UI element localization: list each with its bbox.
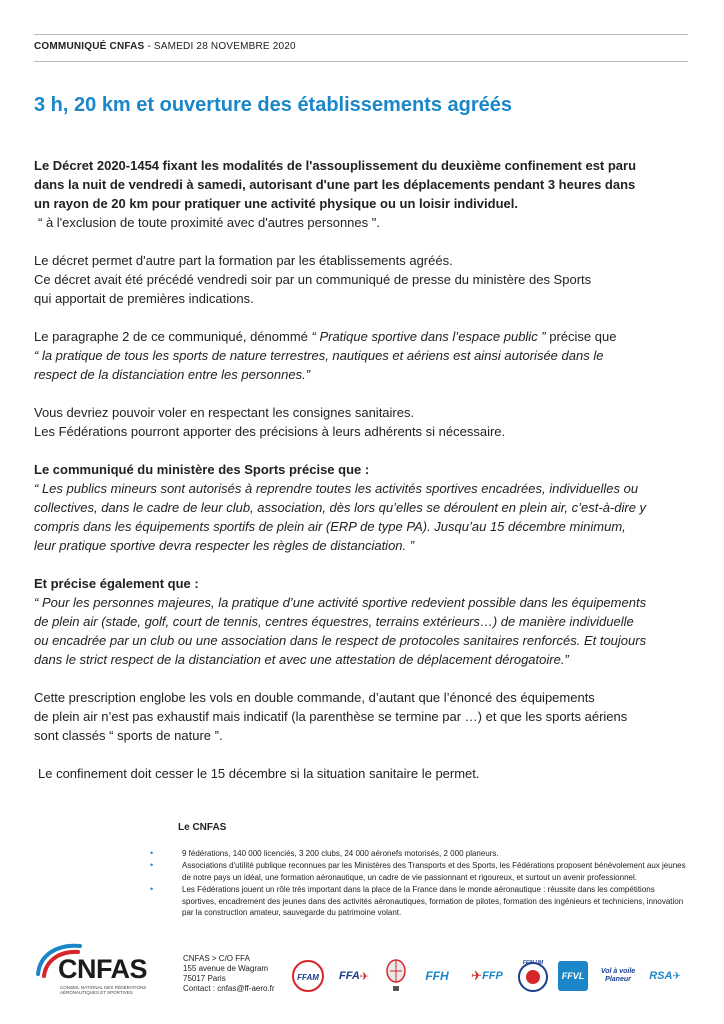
ffam-logo (290, 958, 326, 994)
planeur-logo (596, 958, 640, 994)
paragraph-majeures (34, 574, 694, 669)
paragraph-line: collectives, dans le cadre de leur club, association, dès lors qu’elles se déroulent en plein air, c’est-à-dire y (34, 500, 647, 515)
paragraph-ministere (34, 460, 694, 555)
paragraph-line: dans la nuit de vendredi à samedi, autorisant d'une part les déplacements pendant 3 heures dans (34, 177, 636, 192)
paragraph-line: un rayon de 20 km pour pratiquer une activité physique ou un loisir individuel. (34, 196, 518, 211)
footer-title: Le CNFAS (178, 822, 227, 833)
header-line (34, 41, 296, 52)
footer-bullet-text: Associations d'utilité publique reconnues par les Ministères des Transports et des Sports, les Fédérations proposent bénévolement aux jeunes de notre pays un idéal, une formation aéronautique, un cadre de vie passionnant et rigoureux, et surtout un avenir professionnel. (182, 861, 686, 882)
logo-subtitle (60, 985, 146, 995)
footer-bullet (150, 860, 690, 883)
header-rule-bottom (34, 61, 688, 62)
paragraph-line: respect de la distanciation entre les personnes.” (34, 367, 311, 382)
partner-logos (290, 958, 690, 994)
address-line: 155 avenue de Wagram (183, 964, 269, 973)
ffa-logo-text: FFA (339, 970, 360, 982)
paragraph-prescription (34, 688, 694, 745)
bullet-icon: • (150, 848, 154, 858)
cnfas-logo (34, 940, 168, 1010)
logo-subtitle-line: CONSEIL NATIONAL DES FÉDÉRATIONS (60, 985, 147, 990)
paragraph-voler (34, 403, 694, 441)
ffplum-logo (516, 958, 550, 994)
paragraph-line: leur pratique sportive devra respecter les règles de distanciation. ” (34, 538, 415, 553)
document-body (34, 156, 694, 783)
paragraph-line: Le Décret 2020-1454 fixant les modalités de l'assouplissement du deuxième confinement est paru (34, 158, 637, 173)
paragraph-heading: Le communiqué du ministère des Sports précise que : (34, 462, 370, 477)
bullet-icon: • (150, 860, 154, 871)
paragraph-line: sont classés “ sports de nature ”. (34, 728, 223, 743)
ffam-emblem-icon (291, 959, 325, 993)
address-email: Contact : cnfas@ff-aero.fr (183, 984, 275, 993)
footer-bullet-text: Les Fédérations jouent un rôle très important dans la place de la France dans le monde aéronautique : réussite dans les compétitions sportives, encadrement des jeunes dans des activités aéronautiques, formation de pilotes, formation des ingénieurs et techniciens, innovation par la construction amateur, sauvegarde du patrimoine volant. (182, 885, 684, 918)
bullet-icon: • (150, 884, 154, 895)
paragraph-line: Les Fédérations pourront apporter des précisions à leurs adhérents si nécessaire. (34, 424, 506, 439)
paragraph-heading: Et précise également que : (34, 576, 199, 591)
paragraph-line: dans le strict respect de la distanciation et avec une attestation de déplacement dérogatoire.” (34, 652, 569, 667)
header-rule-top (34, 34, 688, 35)
paragraph-decret (34, 156, 694, 232)
ffa-logo: FFA ✈ (339, 970, 369, 983)
paragraph-confinement: Le confinement doit cesser le 15 décembre si la situation sanitaire le permet. (38, 766, 480, 781)
logo-subtitle-line: AÉRONAUTIQUES ET SPORTIVES (60, 990, 133, 995)
paragraph-line: “ la pratique de tous les sports de nature terrestres, nautiques et aériens est ainsi autorisée dans le (34, 348, 604, 363)
ffvl-logo-text: FFVL (558, 961, 588, 991)
paragraph-line: “ à l'exclusion de toute proximité avec d'autres personnes ". (38, 215, 380, 230)
logo-wordmark: CNFAS (58, 954, 148, 984)
contact-address (183, 954, 275, 994)
ffplum-emblem-icon (517, 959, 549, 993)
footer-bullet-list (150, 848, 690, 919)
paragraph-line: Ce décret avait été précédé vendredi soir par un communiqué de presse du ministère des Sports (34, 272, 592, 287)
text-run: précise que (545, 329, 617, 344)
planeur-logo-text: Vol à voile Planeur (600, 968, 636, 983)
rsa-logo: RSA ✈ (649, 970, 681, 982)
paragraph-line: Le décret permet d'autre part la formation par les établissements agréés. (34, 253, 453, 268)
footer-bullet-text: 9 fédérations, 140 000 licenciés, 3 200 clubs, 24 000 aéronefs motorisés, 2 000 planeurs. (182, 849, 499, 858)
paragraph-formation (34, 251, 694, 308)
paragraph-line: qui apportait de premières indications. (34, 291, 254, 306)
balloon-logo (382, 958, 410, 994)
ffp-logo: ✈ FFP (471, 968, 503, 983)
paragraph-line: “ Pour les personnes majeures, la pratique d’une activité sportive redevient possible dans les équipements (34, 595, 647, 610)
paragraph-line: compris dans les équipements sportifs de plein air (ERP de type PA). Jusqu’au 15 décembre minimum, (34, 519, 626, 534)
rsa-logo-text: RSA (649, 970, 673, 982)
paragraph-communique (34, 327, 694, 384)
paragraph-line: ou encadrée par un club ou une association dans le respect de protocoles sanitaires renforcés. Et toujours (34, 633, 647, 648)
ffplum-logo-text: FFPLUM (522, 960, 544, 966)
ffp-logo-text: FFP (482, 970, 503, 982)
page-title: 3 h, 20 km et ouverture des établissements agréés (34, 94, 512, 116)
text-run-quote: “ Pratique sportive dans l’espace public ” (311, 329, 546, 344)
address-line: CNFAS > C/O FFA (183, 954, 250, 963)
text-run: Le paragraphe 2 de ce communiqué, dénommé (34, 329, 312, 344)
footer-bullet (150, 848, 690, 859)
paragraph-line: “ Les publics mineurs sont autorisés à reprendre toutes les activités sportives encadrées, individuelles ou (34, 481, 639, 496)
balloon-icon (385, 959, 407, 993)
paragraph-line: de plein air (stade, golf, court de tennis, centres équestres, terrains extérieurs…) de manière individuelle (34, 614, 634, 629)
header-date: - SAMEDI 28 NOVEMBRE 2020 (147, 41, 296, 52)
paragraph-line (34, 327, 694, 346)
paragraph-line: de plein air n’est pas exhaustif mais indicatif (la parenthèse se termine par …) et que les sports aériens (34, 709, 628, 724)
footer-bullet (150, 884, 690, 918)
ffam-logo-text: FFAM (297, 973, 319, 982)
ffh-logo (416, 958, 458, 994)
address-line: 75017 Paris (183, 974, 226, 983)
ffvl-logo (556, 958, 590, 994)
paragraph-line: Vous devriez pouvoir voler en respectant les consignes sanitaires. (34, 405, 415, 420)
paragraph-line: Cette prescription englobe les vols en double commande, d’autant que l’énoncé des équipements (34, 690, 595, 705)
ffh-logo-text: FFH (425, 969, 449, 983)
header-org: COMMUNIQUÉ CNFAS (34, 41, 145, 52)
